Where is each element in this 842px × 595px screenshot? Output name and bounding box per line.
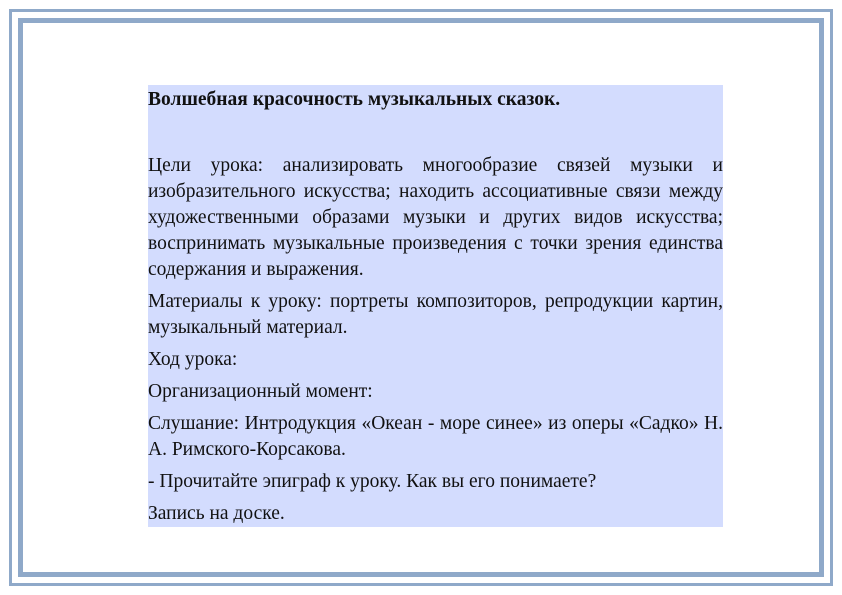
board-note: Запись на доске.	[148, 503, 285, 524]
organizational-moment: Организационный момент:	[148, 381, 373, 402]
lesson-goals: Цели урока: анализировать многообразие связей музыки и изобразительного искусства; находить ассоциативные связи между художественными образами музыки и других видов искусства; воспринимать музыкальные произведения с точки зрения единства содержания и выражения.	[148, 155, 723, 280]
lesson-text-block	[148, 85, 723, 527]
lesson-materials: Материалы к уроку: портреты композиторов, репродукции картин, музыкальный материал.	[148, 291, 723, 338]
epigraph-question: - Прочитайте эпиграф к уроку. Как вы его понимаете?	[148, 471, 597, 492]
listening-section: Слушание: Интродукция «Океан - море синее» из оперы «Садко» Н. А. Римского-Корсакова.	[148, 413, 723, 460]
lesson-course-heading: Ход урока:	[148, 349, 238, 370]
lesson-title: Волшебная красочность музыкальных сказок.	[148, 89, 561, 110]
